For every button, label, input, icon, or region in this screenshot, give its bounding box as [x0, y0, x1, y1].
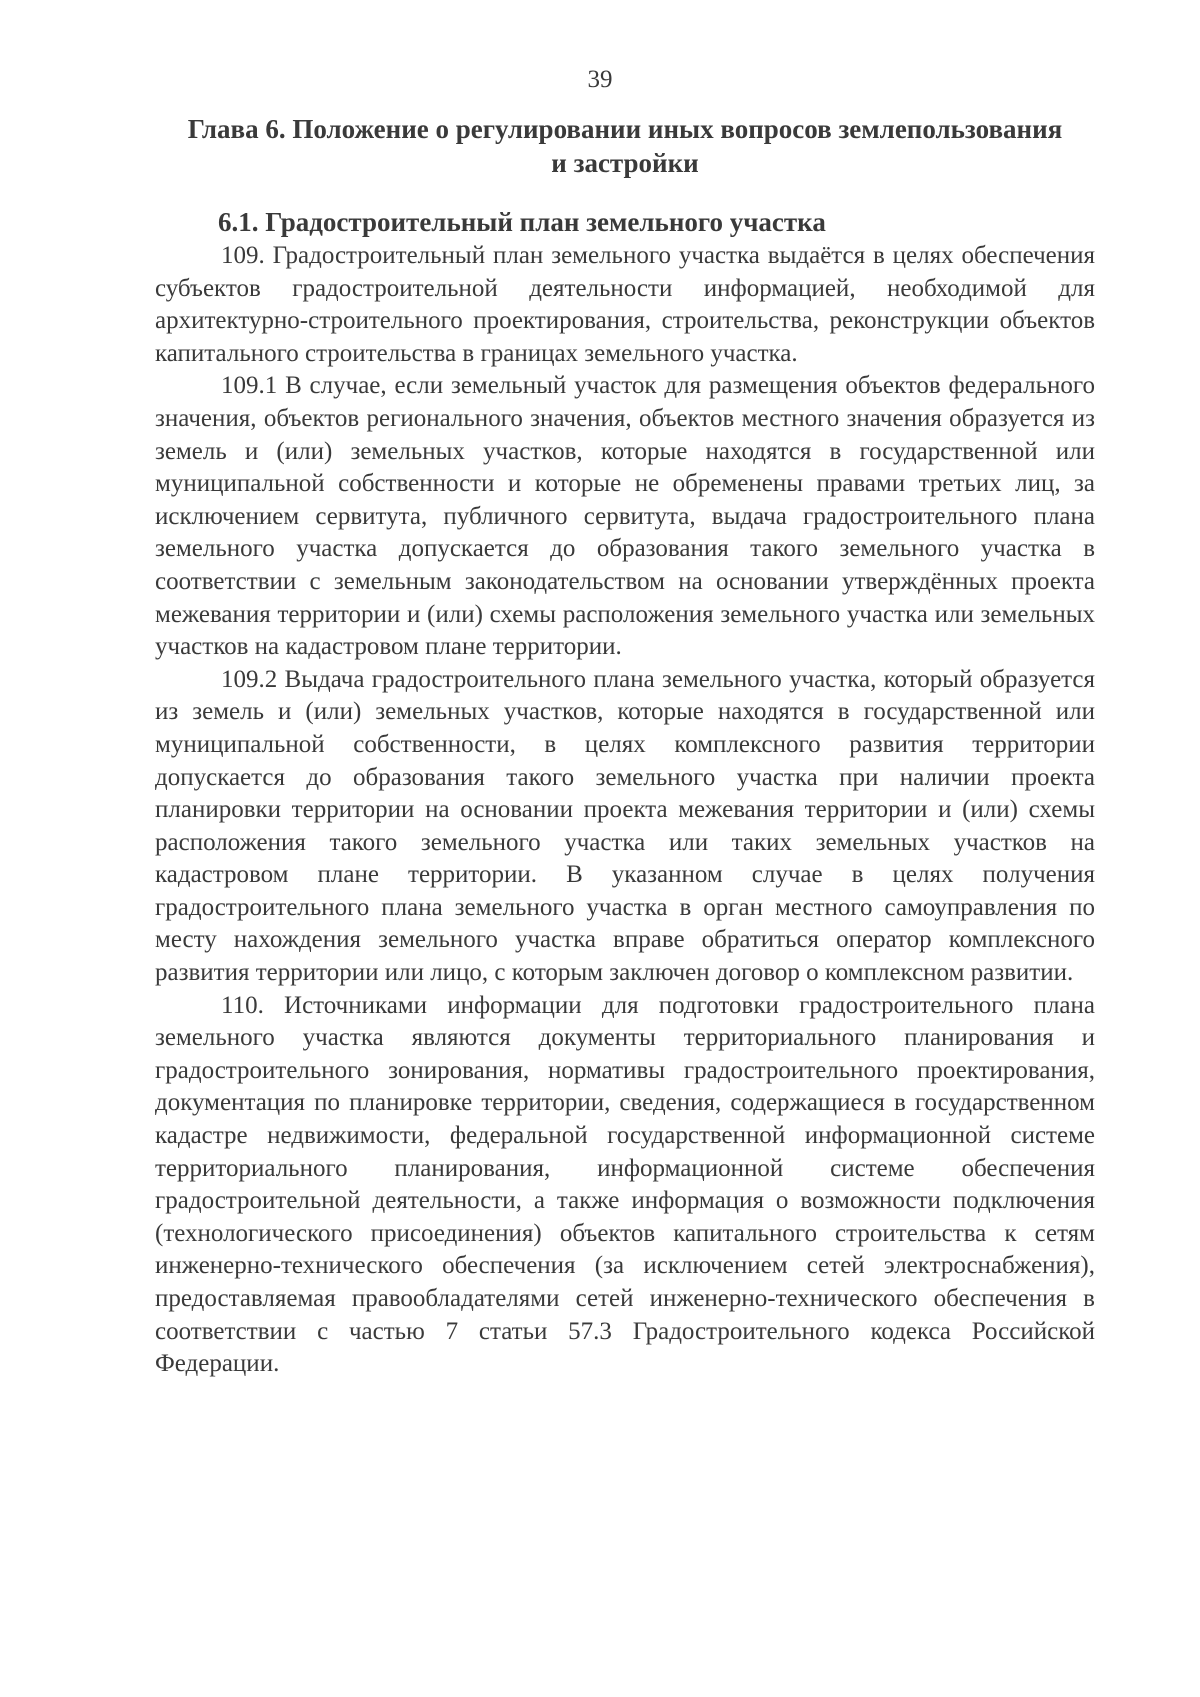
paragraph-109-2: 109.2 Выдача градостроительного плана земельного участка, который образуется из земель и (или) земельных участков, которые находятся в государственной или муниципальной собственности, в целях комплексного развития территории допускается до образования такого земельного участка при наличии проекта планировки территории на основании проекта межевания территории и (или) схемы расположения такого земельного участка или таких земельных участков на кадастровом плане территории. В указанном случае в целях получения градостроительного плана земельного участка в орган местного самоуправления по месту нахождения земельного участка вправе обратиться оператор комплексного развития территории или лицо, с которым заключен договор о комплексном развитии.: [155, 665, 1095, 987]
paragraph-110: 110. Источниками информации для подготовки градостроительного плана земельного участка являются документы территориального планирования и градостроительного зонирования, нормативы градостроительного проектирования, документация по планировке территории, сведения, содержащиеся в государственном кадастре недвижимости, федеральной государственной информационной системе территориального планирования, информационной системе обеспечения градостроительной деятельности, а также информация о возможности подключения (технологического присоединения) объектов капитального строительства к сетям инженерно-технического обеспечения (за исключением сетей электроснабжения), предоставляемая правообладателями сетей инженерно-технического обеспечения в соответствии с частью 7 статьи 57.3 Градостроительного кодекса Российской Федерации.: [155, 991, 1095, 1378]
chapter-title-line-2: и застройки: [551, 148, 699, 178]
section-title: 6.1. Градостроительный план земельного участка: [218, 207, 826, 237]
document-body: [155, 240, 1095, 1381]
chapter-title-line-1: Глава 6. Положение о регулировании иных вопросов землепользования: [187, 114, 1063, 144]
page-number: 39: [587, 66, 613, 93]
paragraph-109: 109. Градостроительный план земельного участка выдаётся в целях обеспечения субъектов градостроительной деятельности информацией, необходимой для архитектурно-строительного проектирования, строительства, реконструкции объектов капитального строительства в границах земельного участка.: [155, 242, 1095, 367]
chapter-title: [155, 112, 1095, 180]
paragraph-109-1: 109.1 В случае, если земельный участок для размещения объектов федерального значения, объектов регионального значения, объектов местного значения образуется из земель и (или) земельных участков, которые находятся в государственной или муниципальной собственности и которые не обременены правами третьих лиц, за исключением сервитута, публичного сервитута, выдача градостроительного плана земельного участка допускается до образования такого земельного участка в соответствии с земельным законодательством на основании утверждённых проекта межевания территории и (или) схемы расположения земельного участка или земельных участков на кадастровом плане территории.: [155, 372, 1095, 661]
